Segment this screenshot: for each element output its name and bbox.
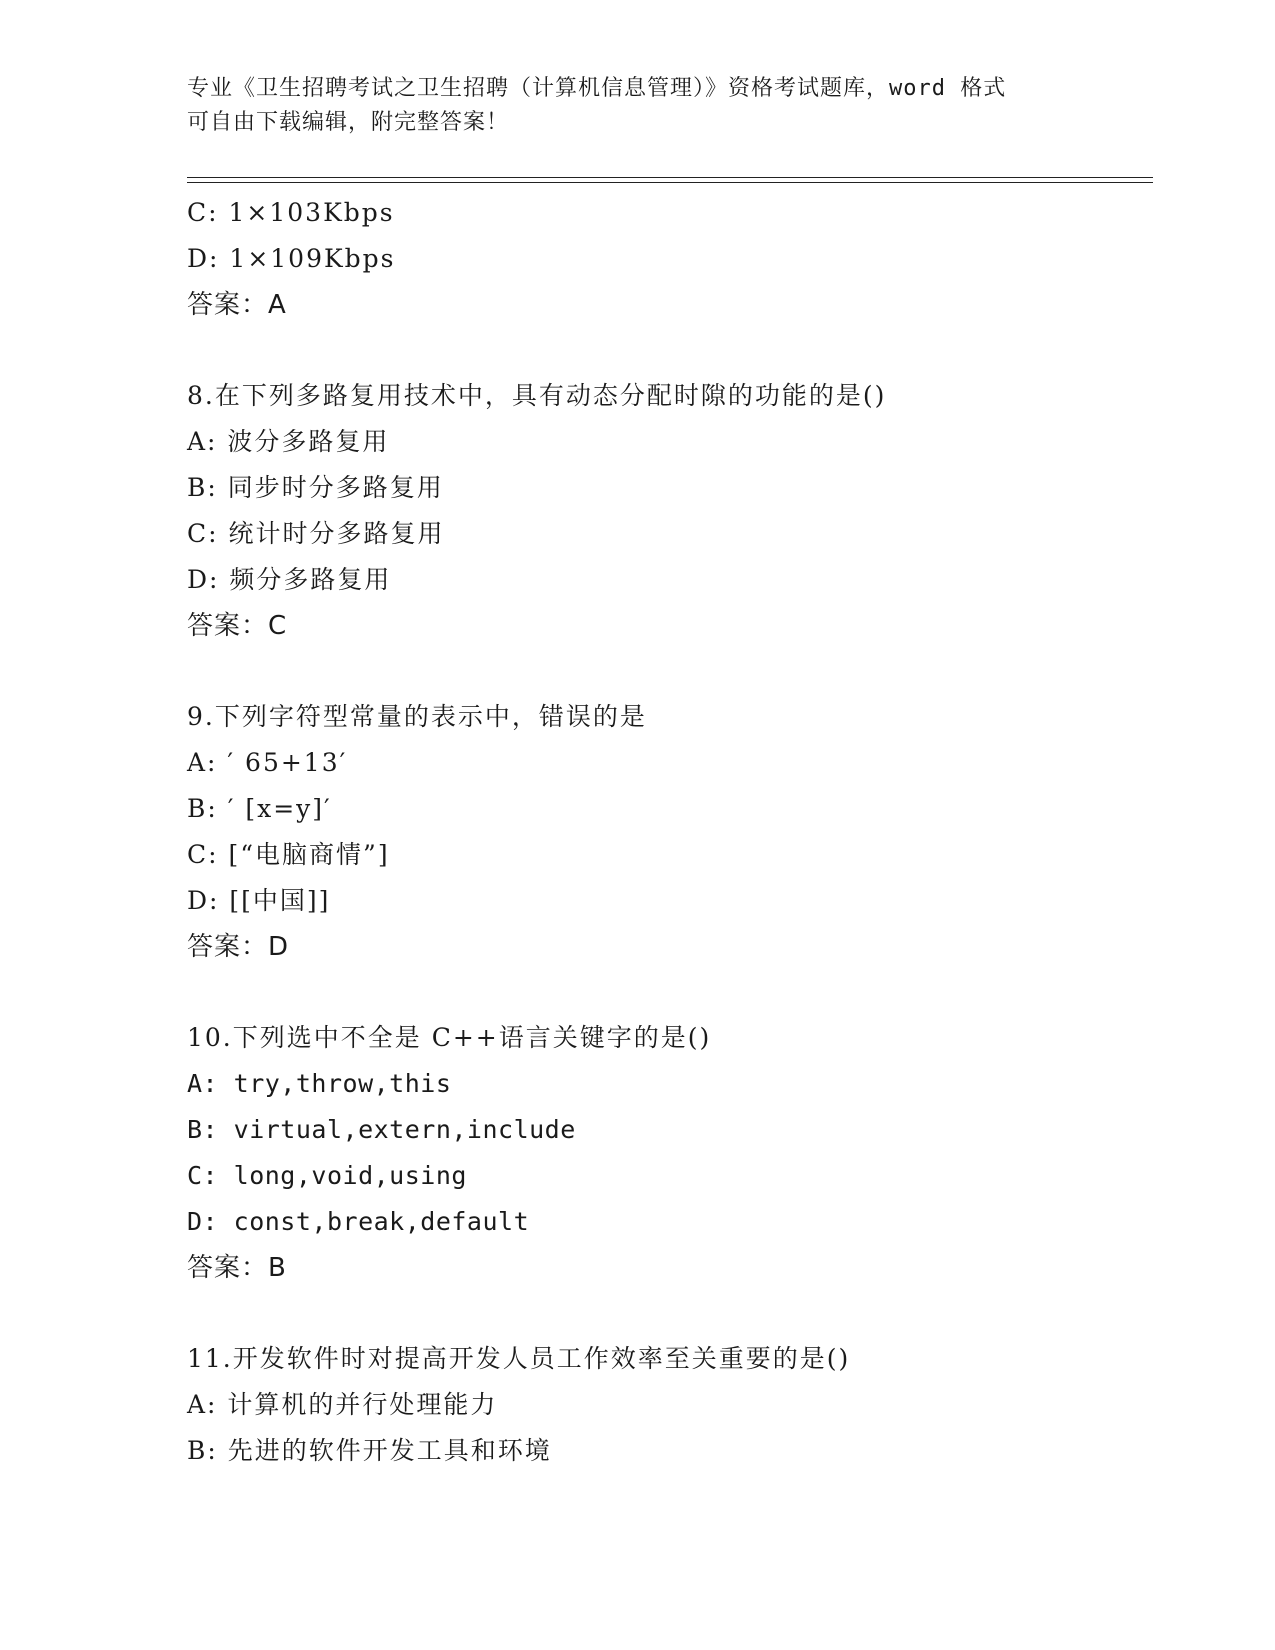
q9-question: 9.下列字符型常量的表示中，错误的是 [187,702,647,731]
q9-option-a: A: ′ 65+13′ [187,748,348,777]
header-line-2: 可自由下载编辑，附完整答案！ [187,110,510,135]
question-7 [187,190,1147,328]
spacer [187,1291,1147,1336]
q9-option-d: D: [[中国]] [187,886,331,915]
q11-option-a: A: 计算机的并行处理能力 [187,1390,498,1419]
spacer [187,649,1147,694]
q8-question: 8.在下列多路复用技术中，具有动态分配时隙的功能的是() [187,381,887,410]
q8-option-d: D: 频分多路复用 [187,565,392,594]
q8-answer: 答案：C [187,611,288,641]
question-list [187,190,1147,1474]
document-header [187,72,1087,140]
question-8 [187,373,1147,649]
q11-question: 11.开发软件时对提高开发人员工作效率至关重要的是() [187,1344,851,1373]
header-line-1: 专业《卫生招聘考试之卫生招聘（计算机信息管理）》资格考试题库，word 格式 [187,76,1007,101]
header-divider-top [187,177,1153,178]
q8-option-a: A: 波分多路复用 [187,427,390,456]
q10-option-d: D: const,break,default [187,1207,530,1236]
q10-answer: 答案：B [187,1253,287,1283]
q8-option-b: B: 同步时分多路复用 [187,473,444,502]
q8-option-c: C: 统计时分多路复用 [187,519,445,548]
spacer [187,970,1147,1015]
question-11 [187,1336,1147,1474]
q7-option-c: C: 1×103Kbps [187,198,395,227]
q10-option-a: A: try,throw,this [187,1069,452,1098]
question-10 [187,1015,1147,1291]
q9-option-c: C: [“电脑商情”] [187,840,390,869]
header-divider-bottom [187,182,1153,183]
q10-option-b: B: virtual,extern,include [187,1115,576,1144]
q11-option-b: B: 先进的软件开发工具和环境 [187,1436,552,1465]
q9-option-b: B: ′ [x=y]′ [187,794,332,823]
q10-option-c: C: long,void,using [187,1161,467,1190]
q7-option-d: D: 1×109Kbps [187,244,396,273]
question-9 [187,694,1147,970]
q10-question: 10.下列选中不全是 C++语言关键字的是() [187,1023,712,1052]
q7-answer: 答案：A [187,290,287,320]
q9-answer: 答案：D [187,932,290,962]
spacer [187,328,1147,373]
